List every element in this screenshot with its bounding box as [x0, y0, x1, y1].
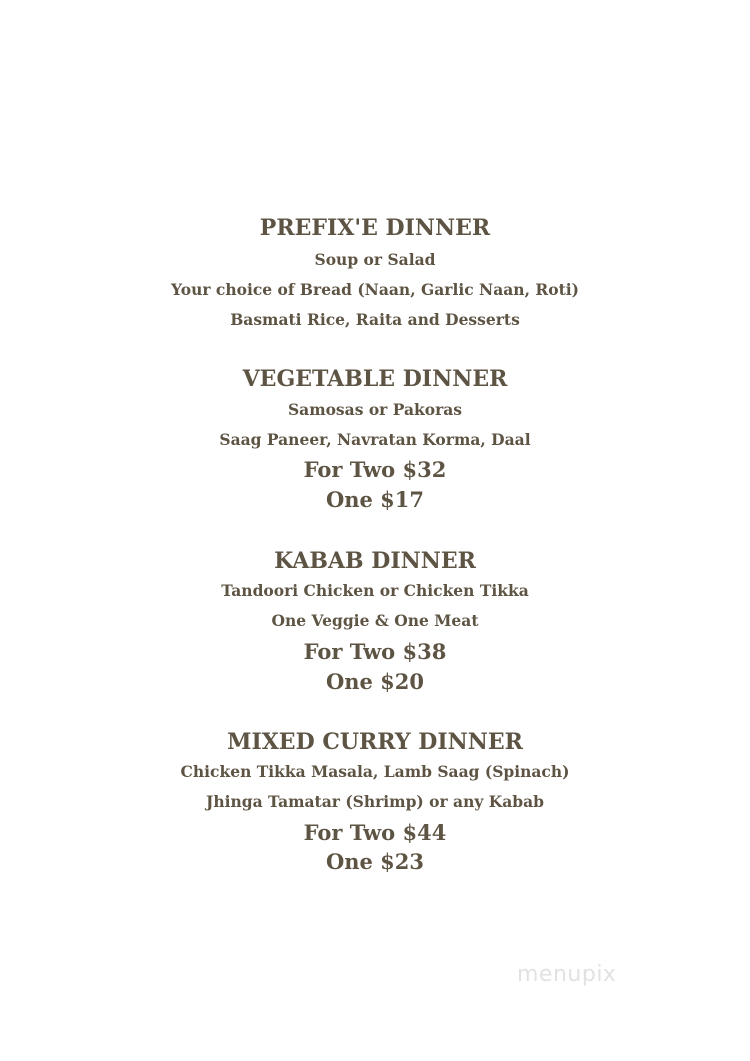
price-one: One $20 — [325, 669, 425, 694]
price-for-two: For Two $32 — [303, 457, 447, 482]
price-for-two: For Two $44 — [303, 820, 447, 845]
menu-line: Chicken Tikka Masala, Lamb Saag (Spinach) — [180, 762, 570, 781]
menu-line: Basmati Rice, Raita and Desserts — [230, 310, 520, 329]
section-title: KABAB DINNER — [274, 548, 476, 574]
menu-line: Samosas or Pakoras — [287, 400, 463, 419]
menu-line: Tandoori Chicken or Chicken Tikka — [221, 581, 529, 600]
price-for-two: For Two $38 — [303, 639, 447, 664]
section-title: MIXED CURRY DINNER — [227, 729, 523, 755]
menu-line: Your choice of Bread (Naan, Garlic Naan, Roti) — [171, 280, 579, 299]
menu-line: Soup or Salad — [314, 250, 436, 269]
menupix-watermark: menupix — [517, 962, 617, 987]
menu-line: Saag Paneer, Navratan Korma, Daal — [219, 430, 531, 449]
menu-line: One Veggie & One Meat — [271, 611, 479, 630]
price-one: One $23 — [325, 849, 425, 874]
price-one: One $17 — [325, 487, 425, 512]
section-title: VEGETABLE DINNER — [242, 366, 508, 392]
menu-line: Jhinga Tamatar (Shrimp) or any Kabab — [205, 792, 544, 811]
section-title: PREFIX'E DINNER — [259, 215, 491, 241]
